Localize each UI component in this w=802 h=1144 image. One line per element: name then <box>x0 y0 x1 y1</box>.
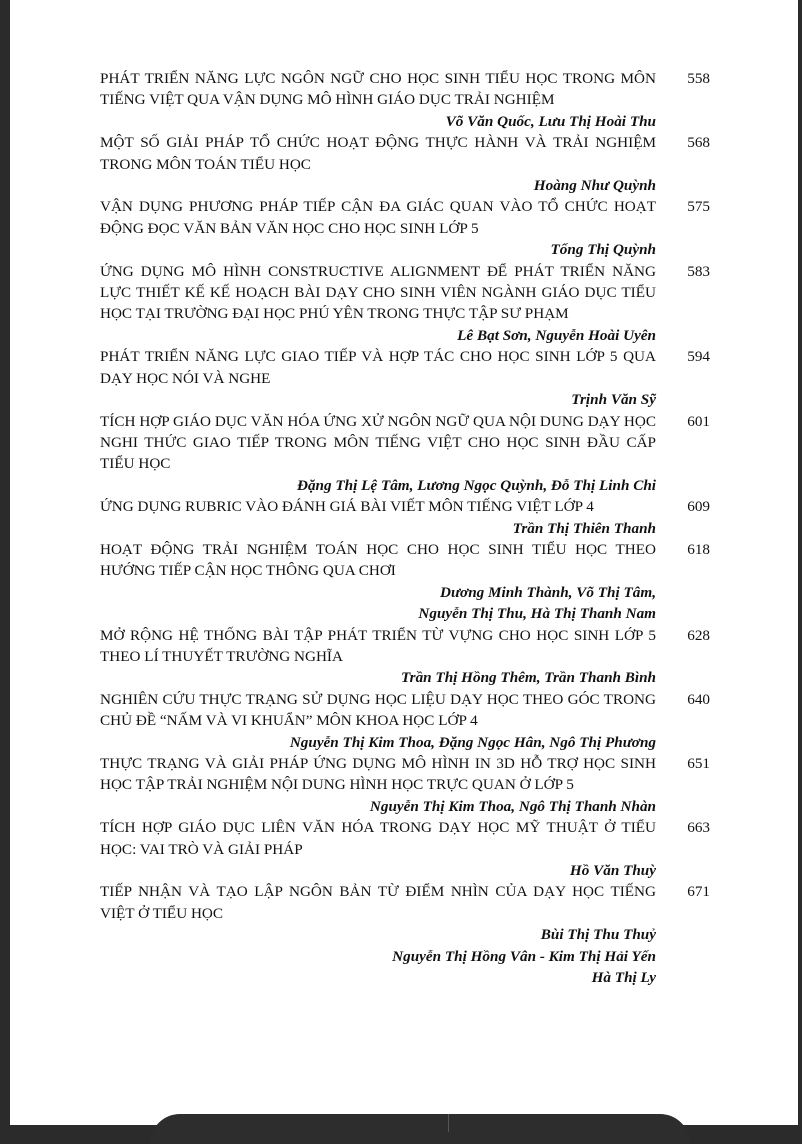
author-line: Nguyễn Thị Hồng Vân - Kim Thị Hải Yến <box>392 947 656 965</box>
toc-entry-page-number: 594 <box>687 348 710 366</box>
toc-entry-authors <box>100 924 656 988</box>
author-line: Hồ Văn Thuỳ <box>569 862 656 880</box>
toc-entry-authors <box>100 667 656 688</box>
toc-entry-authors <box>100 518 656 539</box>
toc-entry-authors <box>100 111 656 132</box>
toolbar-divider <box>448 1114 449 1132</box>
toc-entry[interactable] <box>100 346 710 410</box>
author-line: Trần Thị Hồng Thêm, Trần Thanh Bình <box>400 669 656 687</box>
toc-entry-page-number: 618 <box>687 540 710 558</box>
author-line: Nguyễn Thị Thu, Hà Thị Thanh Nam <box>418 605 656 623</box>
toc-entry[interactable] <box>100 411 710 497</box>
toc-entry-page-number: 558 <box>687 70 710 87</box>
author-line: Bùi Thị Thu Thuỷ <box>540 926 656 944</box>
toc-entry-page-number: 583 <box>687 262 710 280</box>
toc-entry[interactable] <box>100 881 710 988</box>
toc-entry[interactable] <box>100 689 710 753</box>
toc-entry-title[interactable]: MỞ RỘNG HỆ THỐNG BÀI TẬP PHÁT TRIỂN TỪ VỰNG CHO HỌC SINH LỚP 5 THEO LÍ THUYẾT TRƯỜNG NGHĨA <box>100 626 656 665</box>
toc-entry-title[interactable]: MỘT SỐ GIẢI PHÁP TỔ CHỨC HOẠT ĐỘNG THỰC HÀNH VÀ TRẢI NGHIỆM TRONG MÔN TOÁN TIỂU HỌC <box>100 134 656 173</box>
toc-entry-title[interactable]: HOẠT ĐỘNG TRẢI NGHIỆM TOÁN HỌC CHO HỌC SINH TIỂU HỌC THEO HƯỚNG TIẾP CẬN HỌC THÔNG QUA CHƠI <box>100 540 656 580</box>
toc-entry-authors <box>100 582 656 625</box>
author-line: Trịnh Văn Sỹ <box>571 391 656 409</box>
toc-entry[interactable] <box>100 196 710 260</box>
toc-entry-authors <box>100 796 656 817</box>
toc-entry-title[interactable]: ỨNG DỤNG MÔ HÌNH CONSTRUCTIVE ALIGNMENT ĐỂ PHÁT TRIỂN NĂNG LỰC THIẾT KẾ KẾ HOẠCH BÀI DẠY CHO SINH VIÊN NGÀNH GIÁO DỤC TIỂU HỌC TẠI TRƯỜNG ĐẠI HỌC PHÚ YÊN TRONG THỰC TẬP SƯ PHẠM <box>100 262 656 323</box>
author-line: Dương Minh Thành, Võ Thị Tâm, <box>439 583 656 601</box>
toc-entry-page-number: 628 <box>687 626 710 644</box>
toc-entry[interactable] <box>100 496 710 539</box>
toc-entry-page-number: 640 <box>687 690 710 708</box>
author-line: Nguyễn Thị Kim Thoa, Ngô Thị Thanh Nhàn <box>369 797 656 815</box>
toc-entry-page-number: 671 <box>687 883 710 901</box>
toc-entry-page-number: 609 <box>687 498 710 516</box>
author-line: Võ Văn Quốc, Lưu Thị Hoài Thu <box>445 112 656 130</box>
author-line: Tống Thị Quỳnh <box>550 241 656 259</box>
author-line: Đặng Thị Lệ Tâm, Lương Ngọc Quỳnh, Đỗ Thị Linh Chi <box>296 476 656 494</box>
toc-entry-authors <box>100 175 656 196</box>
toc-entry-title[interactable]: ỨNG DỤNG RUBRIC VÀO ĐÁNH GIÁ BÀI VIẾT MÔN TIẾNG VIỆT LỚP 4 <box>100 498 594 516</box>
toc-entry[interactable] <box>100 753 710 817</box>
toc-entry-title[interactable]: VẬN DỤNG PHƯƠNG PHÁP TIẾP CẬN ĐA GIÁC QUAN VÀO TỔ CHỨC HOẠT ĐỘNG ĐỌC VĂN BẢN VĂN HỌC CHO HỌC SINH LỚP 5 <box>100 198 656 237</box>
toc-entry[interactable] <box>100 68 710 132</box>
toc-entry[interactable] <box>100 625 710 689</box>
toc-entry-page-number: 575 <box>687 198 710 216</box>
toc-entry-authors <box>100 389 656 410</box>
author-line: Lê Bạt Sơn, Nguyễn Hoài Uyên <box>457 326 656 344</box>
toc-entry-page-number: 568 <box>687 134 710 152</box>
toc-entry-title[interactable]: PHÁT TRIỂN NĂNG LỰC NGÔN NGỮ CHO HỌC SINH TIỂU HỌC TRONG MÔN TIẾNG VIỆT QUA VẬN DỤNG MÔ HÌNH GIÁO DỤC TRẢI NGHIỆM <box>100 70 656 109</box>
author-line: Trần Thị Thiên Thanh <box>512 519 656 537</box>
toc-entry[interactable] <box>100 539 710 625</box>
author-line: Hà Thị Ly <box>591 969 656 987</box>
toc-entry-title[interactable]: THỰC TRẠNG VÀ GIẢI PHÁP ỨNG DỤNG MÔ HÌNH IN 3D HỖ TRỢ HỌC SINH HỌC TẬP TRẢI NGHIỆM NỘI DUNG HÌNH HỌC TRỰC QUAN Ở LỚP 5 <box>100 755 656 794</box>
table-of-contents <box>100 68 710 988</box>
toc-entry-title[interactable]: TIẾP NHẬN VÀ TẠO LẬP NGÔN BẢN TỪ ĐIỂM NHÌN CỦA DẠY HỌC TIẾNG VIỆT Ở TIỂU HỌC <box>100 883 656 922</box>
toc-entry-authors <box>100 475 656 496</box>
toc-entry-title[interactable]: TÍCH HỢP GIÁO DỤC VĂN HÓA ỨNG XỬ NGÔN NGỮ QUA NỘI DUNG DẠY HỌC NGHI THỨC GIAO TIẾP TRONG MÔN TIẾNG VIỆT CHO HỌC SINH ĐẦU CẤP TIỂU HỌC <box>100 412 656 473</box>
toc-entry-title[interactable]: PHÁT TRIỂN NĂNG LỰC GIAO TIẾP VÀ HỢP TÁC CHO HỌC SINH LỚP 5 QUA DẠY HỌC NÓI VÀ NGHE <box>100 348 656 387</box>
toc-entry-authors <box>100 239 656 260</box>
toc-entry-authors <box>100 732 656 753</box>
author-line: Nguyễn Thị Kim Thoa, Đặng Ngọc Hân, Ngô Thị Phương <box>289 733 656 751</box>
viewer-bottom-toolbar[interactable] <box>150 1114 690 1144</box>
toc-entry[interactable] <box>100 132 710 196</box>
toc-entry-authors <box>100 860 656 881</box>
toc-entry[interactable] <box>100 817 710 881</box>
toc-entry-page-number: 601 <box>687 412 710 430</box>
toc-entry-authors <box>100 325 656 346</box>
toc-entry[interactable] <box>100 261 710 347</box>
toc-entry-title[interactable]: NGHIÊN CỨU THỰC TRẠNG SỬ DỤNG HỌC LIỆU DẠY HỌC THEO GÓC TRONG CHỦ ĐỀ “NẤM VÀ VI KHUẨN” MÔN KHOA HỌC LỚP 4 <box>100 690 656 730</box>
toc-entry-page-number: 651 <box>687 755 710 772</box>
toc-entry-page-number: 663 <box>687 819 710 837</box>
document-page <box>10 0 798 1125</box>
author-line: Hoàng Như Quỳnh <box>533 177 656 195</box>
toc-entry-title[interactable]: TÍCH HỢP GIÁO DỤC LIÊN VĂN HÓA TRONG DẠY HỌC MỸ THUẬT Ở TIỂU HỌC: VAI TRÒ VÀ GIẢI PHÁP <box>100 819 656 858</box>
